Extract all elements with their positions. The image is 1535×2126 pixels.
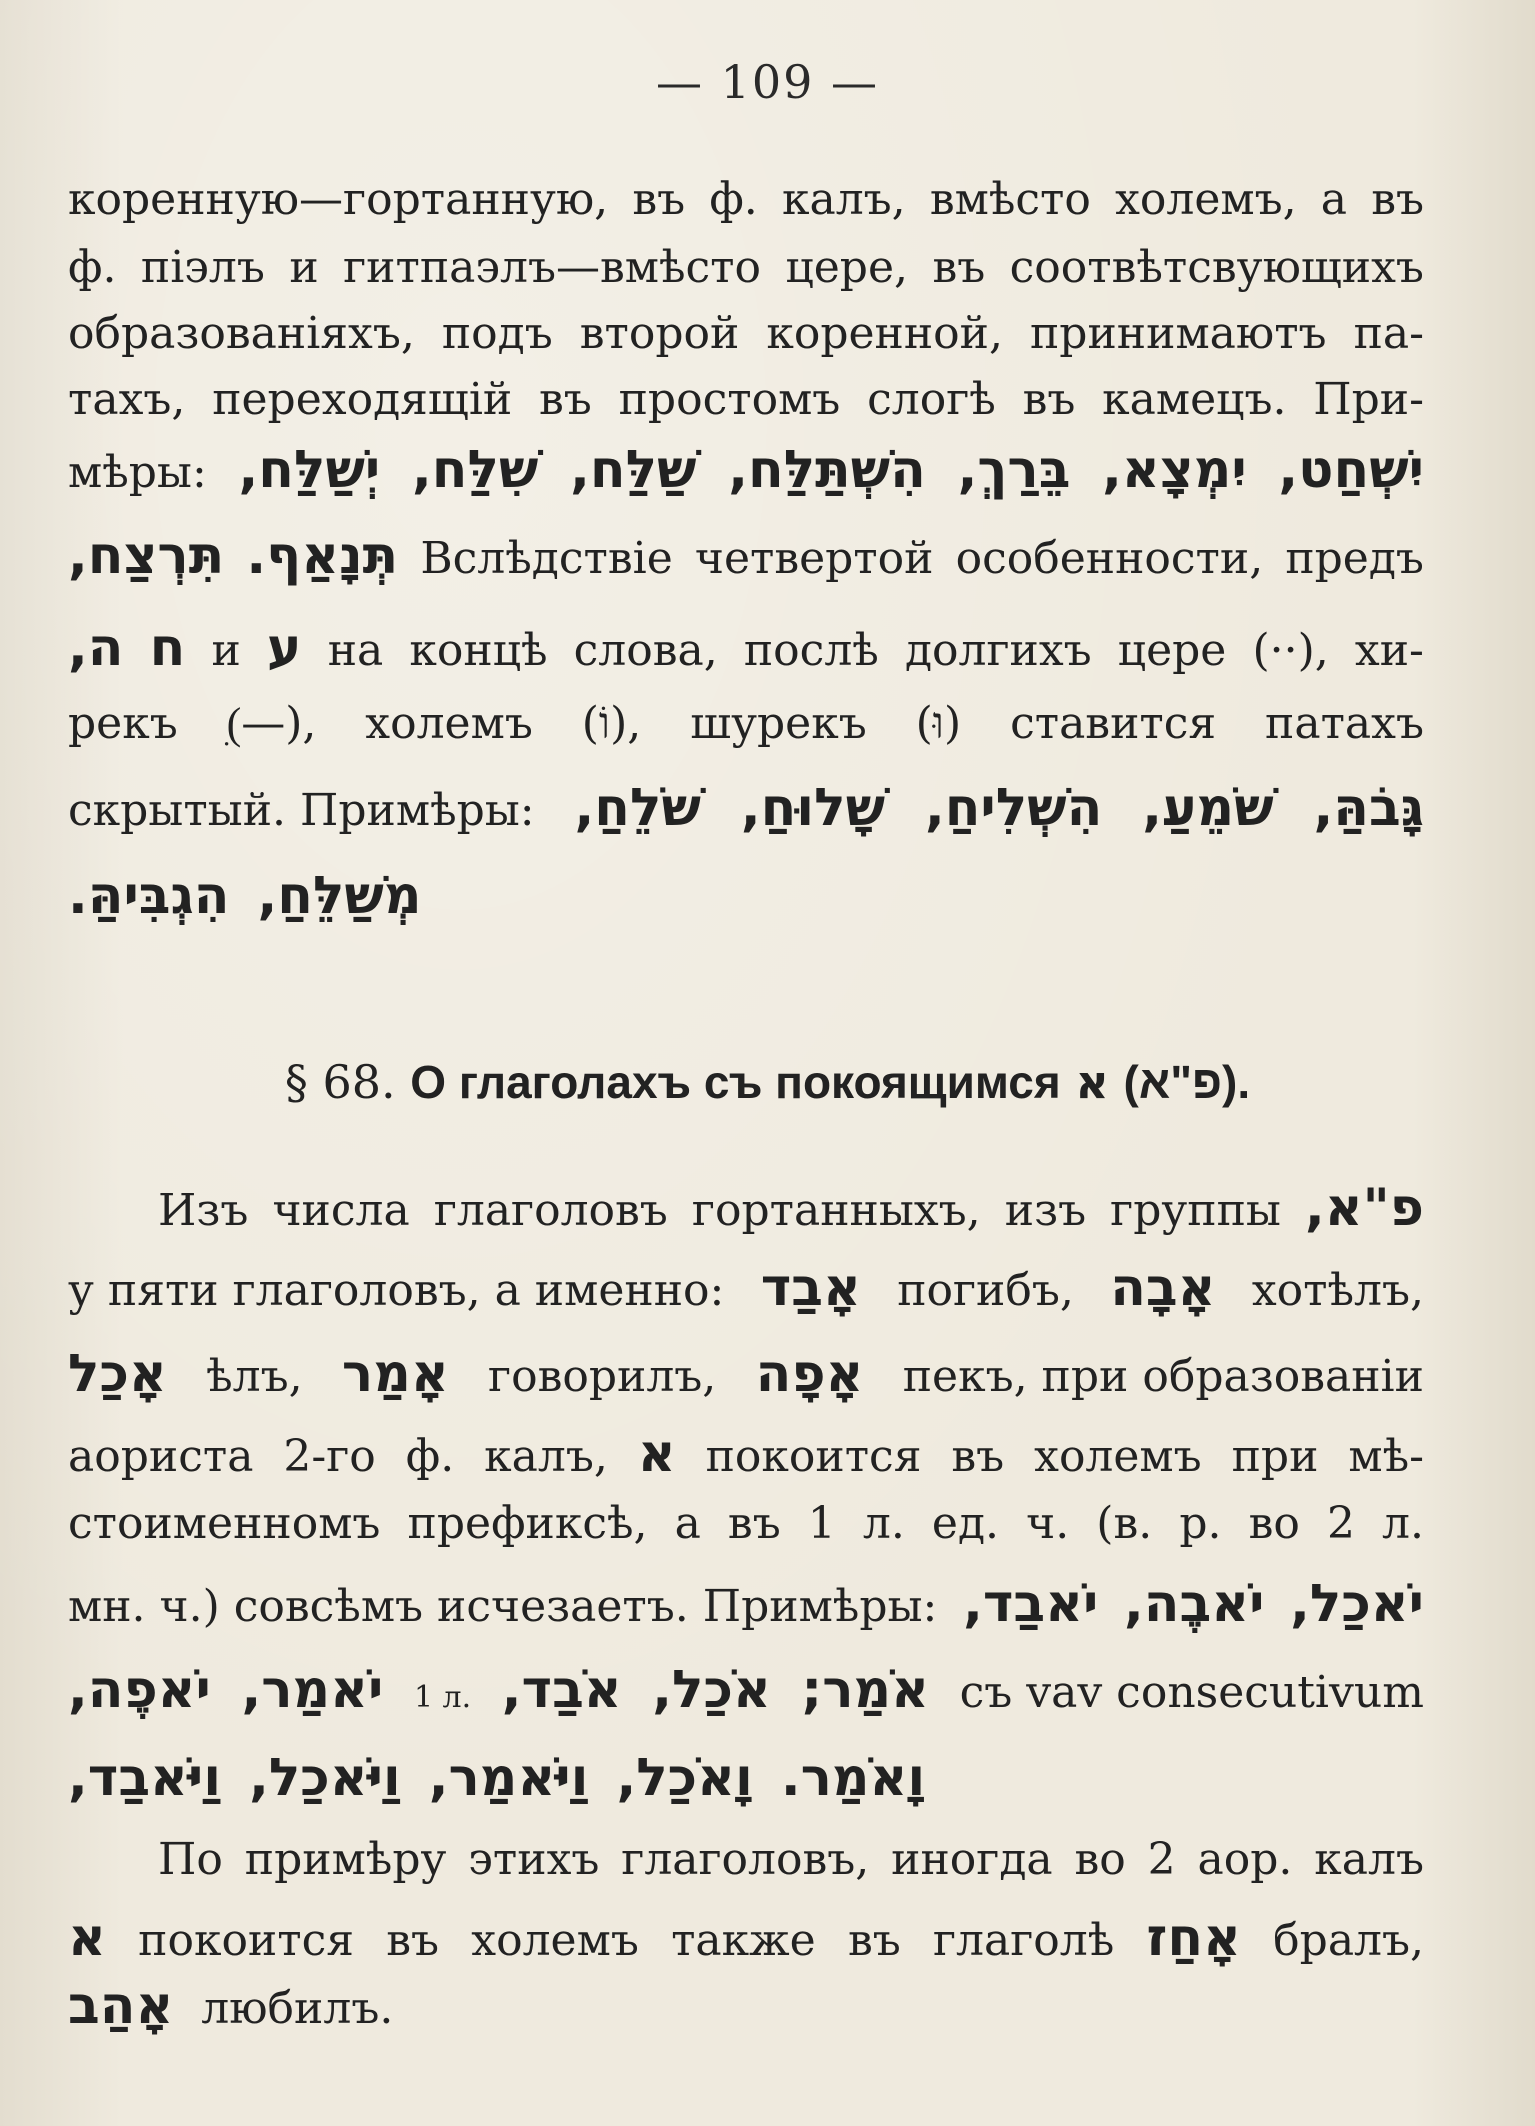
word: группы xyxy=(1110,1185,1281,1236)
text-line xyxy=(68,1574,1424,1634)
text-line xyxy=(68,1976,1424,2036)
text-line xyxy=(68,374,1424,425)
word: цере, xyxy=(785,242,908,293)
hebrew-word: אָחַז xyxy=(1146,1908,1241,1968)
word: этихъ xyxy=(468,1834,600,1885)
word: образованіяхъ, xyxy=(68,308,415,359)
hebrew-word: וָאֹמַר. xyxy=(780,1748,926,1808)
word: 2-го xyxy=(283,1431,376,1482)
text-line-hebrew-examples xyxy=(68,1748,1424,1808)
hebrew-word: אָהַב xyxy=(68,1976,174,2036)
word: рекъ xyxy=(68,698,178,749)
hebrew-word: פ"א, xyxy=(1305,1178,1424,1238)
word: и xyxy=(289,242,319,293)
word: глаголовъ, xyxy=(621,1834,870,1885)
text-line xyxy=(68,698,1424,749)
hebrew-word: שַׁלַּח, xyxy=(570,440,697,500)
hebrew-letter: ע xyxy=(266,618,302,678)
hebrew-word: שֹׁמֵעַ, xyxy=(1142,778,1274,838)
word: аориста xyxy=(68,1431,254,1482)
word: коренной, xyxy=(766,308,1003,359)
word: слова, xyxy=(573,625,718,676)
word: покоится xyxy=(138,1915,354,1966)
word: 2 xyxy=(1326,1498,1355,1549)
hebrew-word: אֹבַד, xyxy=(501,1660,622,1720)
word: гортанныхъ, xyxy=(691,1185,981,1236)
word: (ִ—), xyxy=(226,698,317,749)
hebrew-word: וַיֹּאבַד, xyxy=(68,1748,222,1808)
word: а xyxy=(1320,174,1348,225)
word: (··), xyxy=(1252,625,1329,676)
hebrew-word: וַיֹּאמַר, xyxy=(428,1748,589,1808)
word: концѣ xyxy=(409,625,548,676)
word: въ xyxy=(539,374,592,425)
word: предъ xyxy=(1285,533,1424,584)
word: стоименномъ xyxy=(68,1498,381,1549)
word: ф. xyxy=(405,1431,455,1482)
section-title: О глаголахъ съ покоящимся xyxy=(410,1056,1061,1108)
word: вмѣсто xyxy=(929,174,1091,225)
word: гитпаэлъ—вмѣсто xyxy=(343,242,761,293)
hebrew-word: יִשְׁחַט, xyxy=(1278,440,1424,500)
word: слогѣ xyxy=(867,374,996,425)
word: (וֹ), xyxy=(581,698,642,749)
word: переходящій xyxy=(212,374,513,425)
hebrew-letter: ה, xyxy=(68,618,124,678)
text-line xyxy=(68,618,1424,678)
hebrew-word: אָמַר xyxy=(341,1344,449,1404)
word: соотвѣтсвующихъ xyxy=(1009,242,1424,293)
hebrew-letter: א xyxy=(1075,1055,1109,1109)
word: калъ, xyxy=(484,1431,608,1482)
word: при xyxy=(1231,1431,1319,1482)
word: мн. ч.) совсѣмъ исчезаетъ. Примѣры: xyxy=(68,1581,938,1632)
word: въ xyxy=(386,1915,440,1966)
word: мѣ- xyxy=(1348,1431,1424,1482)
word: холемъ xyxy=(1034,1431,1202,1482)
word: калъ, xyxy=(781,174,906,225)
word: глаголовъ xyxy=(433,1185,668,1236)
word: подъ xyxy=(441,308,553,359)
hebrew-word: אֹמַר; xyxy=(801,1660,930,1720)
word: шурекъ xyxy=(690,698,867,749)
text-line xyxy=(68,308,1424,359)
hebrew-word: בֵּרַךְ, xyxy=(957,440,1071,500)
text-line-hebrew-examples xyxy=(68,778,1424,838)
hebrew-word: יִמְצָא, xyxy=(1102,440,1247,500)
word: во xyxy=(1248,1498,1300,1549)
hebrew-word: יֹאכַל, xyxy=(1290,1574,1424,1634)
word: принимаютъ xyxy=(1029,308,1327,359)
hebrew-word: הִשְׁתַּלַּח, xyxy=(728,440,926,500)
text-line xyxy=(68,174,1424,225)
word: хотѣлъ, xyxy=(1251,1265,1424,1316)
section-group: (פ"א). xyxy=(1123,1056,1251,1108)
word: (וּ) xyxy=(915,698,962,749)
hebrew-word: גָּבֹהַּ, xyxy=(1313,778,1424,838)
word: въ xyxy=(932,242,986,293)
hebrew-word: אָכַל xyxy=(68,1344,167,1404)
word: При- xyxy=(1313,374,1424,425)
word: префиксѣ, xyxy=(407,1498,648,1549)
hebrew-word: אָבַד xyxy=(760,1258,861,1318)
word: скрытый. Примѣры: xyxy=(68,785,535,836)
text-line xyxy=(68,526,1424,586)
word: въ xyxy=(847,1915,901,1966)
page-number: — 109 — xyxy=(655,55,880,109)
hebrew-word: מְשַׁלֵּחַ, xyxy=(257,866,422,926)
word: съ vav consecutivum xyxy=(959,1667,1424,1718)
word: бралъ, xyxy=(1273,1915,1424,1966)
text-line xyxy=(68,242,1424,293)
word: коренную—гортанную, xyxy=(68,174,609,225)
word: также xyxy=(671,1915,816,1966)
word: Вслѣдствіе xyxy=(420,533,673,584)
hebrew-word: שִׁלַּח, xyxy=(411,440,539,500)
word: р. xyxy=(1179,1498,1222,1549)
word: изъ xyxy=(1004,1185,1087,1236)
word: въ xyxy=(951,1431,1005,1482)
word: иногда xyxy=(891,1834,1053,1885)
word: ѣлъ, xyxy=(206,1351,303,1402)
text-line-hebrew-examples xyxy=(68,866,1424,926)
word: ф. xyxy=(68,242,117,293)
word: во xyxy=(1074,1834,1126,1885)
word: послѣ xyxy=(743,625,879,676)
hebrew-word: שֹׁלֵחַ, xyxy=(574,778,701,838)
hebrew-word: יֹאפֶה, xyxy=(68,1660,211,1720)
word: камецъ. xyxy=(1102,374,1287,425)
word: числа xyxy=(272,1185,410,1236)
text-line xyxy=(68,1498,1424,1549)
word: ед. xyxy=(931,1498,1000,1549)
word: въ xyxy=(632,174,686,225)
word: холемъ, xyxy=(1115,174,1297,225)
word: покоится xyxy=(705,1431,922,1482)
hebrew-word: תִּרְצַח, xyxy=(68,526,225,586)
hebrew-letter: א xyxy=(68,1908,106,1968)
hebrew-letter: ח xyxy=(149,618,186,678)
word: а xyxy=(674,1498,701,1549)
section-heading xyxy=(0,1055,1535,1109)
word: Изъ xyxy=(158,1185,249,1236)
word: цере xyxy=(1117,625,1227,676)
word: въ xyxy=(1371,174,1424,225)
word: холемъ xyxy=(471,1915,639,1966)
word: л. xyxy=(1382,1498,1424,1549)
word: у пяти глаголовъ, а именно: xyxy=(68,1265,725,1316)
word: второй xyxy=(579,308,740,359)
text-line xyxy=(68,1834,1424,1885)
hebrew-word: אָפָה xyxy=(755,1344,864,1404)
word: мѣры: xyxy=(68,447,207,498)
hebrew-word: שָׁלוּחַ, xyxy=(740,778,886,838)
word: особенности, xyxy=(955,533,1264,584)
hebrew-word: יֹאבַד, xyxy=(963,1574,1099,1634)
text-line xyxy=(68,1660,1424,1720)
word: калъ xyxy=(1314,1834,1424,1885)
word: любилъ. xyxy=(201,1983,394,2034)
word: патахъ xyxy=(1265,698,1424,749)
text-line xyxy=(68,1258,1424,1318)
word: ф. xyxy=(709,174,758,225)
word: л. xyxy=(862,1498,905,1549)
section-number: § 68. xyxy=(284,1055,396,1109)
word: тахъ, xyxy=(68,374,186,425)
word: ставится xyxy=(1010,698,1217,749)
word: ч. xyxy=(1026,1498,1070,1549)
word: долгихъ xyxy=(904,625,1092,676)
word: холемъ xyxy=(365,698,533,749)
word: аор. xyxy=(1197,1834,1293,1885)
word: и xyxy=(211,625,241,676)
word: въ xyxy=(727,1498,781,1549)
word: хи- xyxy=(1354,625,1424,676)
word: (в. xyxy=(1096,1498,1153,1549)
hebrew-word: הִשְׁלִיחַ, xyxy=(924,778,1103,838)
word: на xyxy=(327,625,384,676)
word: говорилъ, xyxy=(488,1351,717,1402)
word: По xyxy=(158,1834,223,1885)
hebrew-word: יֹאבֶה, xyxy=(1124,1574,1265,1634)
word: пекъ, при образованіи xyxy=(902,1351,1424,1402)
word: четвертой xyxy=(694,533,934,584)
hebrew-word: אָבָה xyxy=(1110,1258,1216,1318)
hebrew-word: תְּנָאַף. xyxy=(246,526,399,586)
word: глаголѣ xyxy=(932,1915,1115,1966)
word: примѣру xyxy=(244,1834,447,1885)
word: 1 л. xyxy=(413,1680,472,1715)
word: погибъ, xyxy=(897,1265,1074,1316)
word: простомъ xyxy=(618,374,841,425)
hebrew-word: הִגְבִּיהַּ. xyxy=(68,866,230,926)
word: па- xyxy=(1353,308,1424,359)
hebrew-word: וָאֹכַל, xyxy=(616,1748,753,1808)
word: 1 xyxy=(807,1498,836,1549)
word: піэлъ xyxy=(140,242,265,293)
hebrew-word: אֹכַל, xyxy=(652,1660,771,1720)
hebrew-word: וַיֹּאכַל, xyxy=(249,1748,401,1808)
hebrew-word: יְשַׁלַּח, xyxy=(238,440,381,500)
text-line-hebrew-examples xyxy=(68,440,1424,500)
text-line xyxy=(68,1344,1424,1404)
hebrew-letter: א xyxy=(637,1424,676,1484)
text-line xyxy=(68,1908,1424,1968)
word: 2 xyxy=(1147,1834,1176,1885)
text-line xyxy=(68,1178,1424,1238)
text-line xyxy=(68,1424,1424,1484)
word: въ xyxy=(1022,374,1076,425)
hebrew-word: יֹאמַר, xyxy=(241,1660,384,1720)
